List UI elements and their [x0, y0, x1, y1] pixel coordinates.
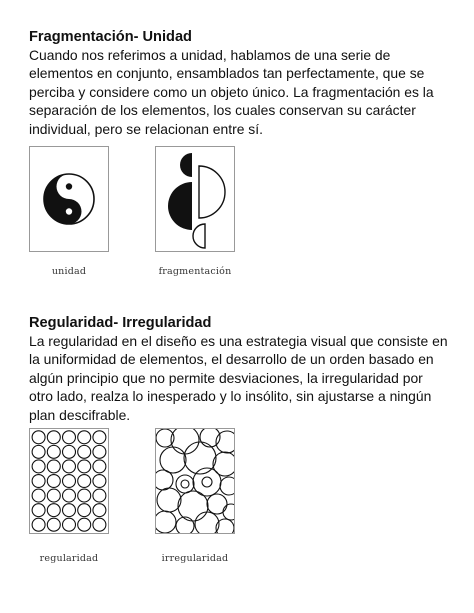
figure-unidad	[29, 146, 109, 252]
figure-fragmentacion	[155, 146, 235, 252]
section-body: La regularidad en el diseño es una estrategia visual que consiste en la uniformidad de elementos, el desarrollo de un orden basado en algún principio que no permite desviaciones, la irregularidad por otro lado, realza lo inesperado y lo insólito, sin ajustarse a ningún plan descifrable.	[29, 333, 448, 423]
figure-irregularidad	[155, 428, 235, 534]
section-heading: Fragmentación- Unidad	[29, 29, 192, 45]
section-heading: Regularidad- Irregularidad	[29, 315, 212, 331]
figure-caption-irregularidad: irregularidad	[161, 553, 229, 564]
section-body: Cuando nos referimos a unidad, hablamos de una serie de elementos en conjunto, ensamblados tan perfectamente, que se perciba y considere como un objeto único. La fragmentación es la separación de los elementos, los cuales conservan su carácter individual, pero se relacionan entre sí.	[29, 47, 434, 137]
section-fragmentacion-unidad	[29, 28, 449, 138]
regular-circle-grid-icon	[29, 428, 109, 534]
figure-caption-regularidad: regularidad	[39, 553, 99, 564]
fragmented-circle-icon	[155, 146, 235, 252]
irregular-circles-icon	[155, 428, 235, 534]
figure-regularidad	[29, 428, 109, 534]
section-regularidad-irregularidad	[29, 314, 449, 424]
yin-yang-icon	[29, 146, 109, 252]
figure-caption-unidad: unidad	[51, 266, 87, 277]
figure-caption-fragmentacion: fragmentación	[158, 266, 232, 277]
